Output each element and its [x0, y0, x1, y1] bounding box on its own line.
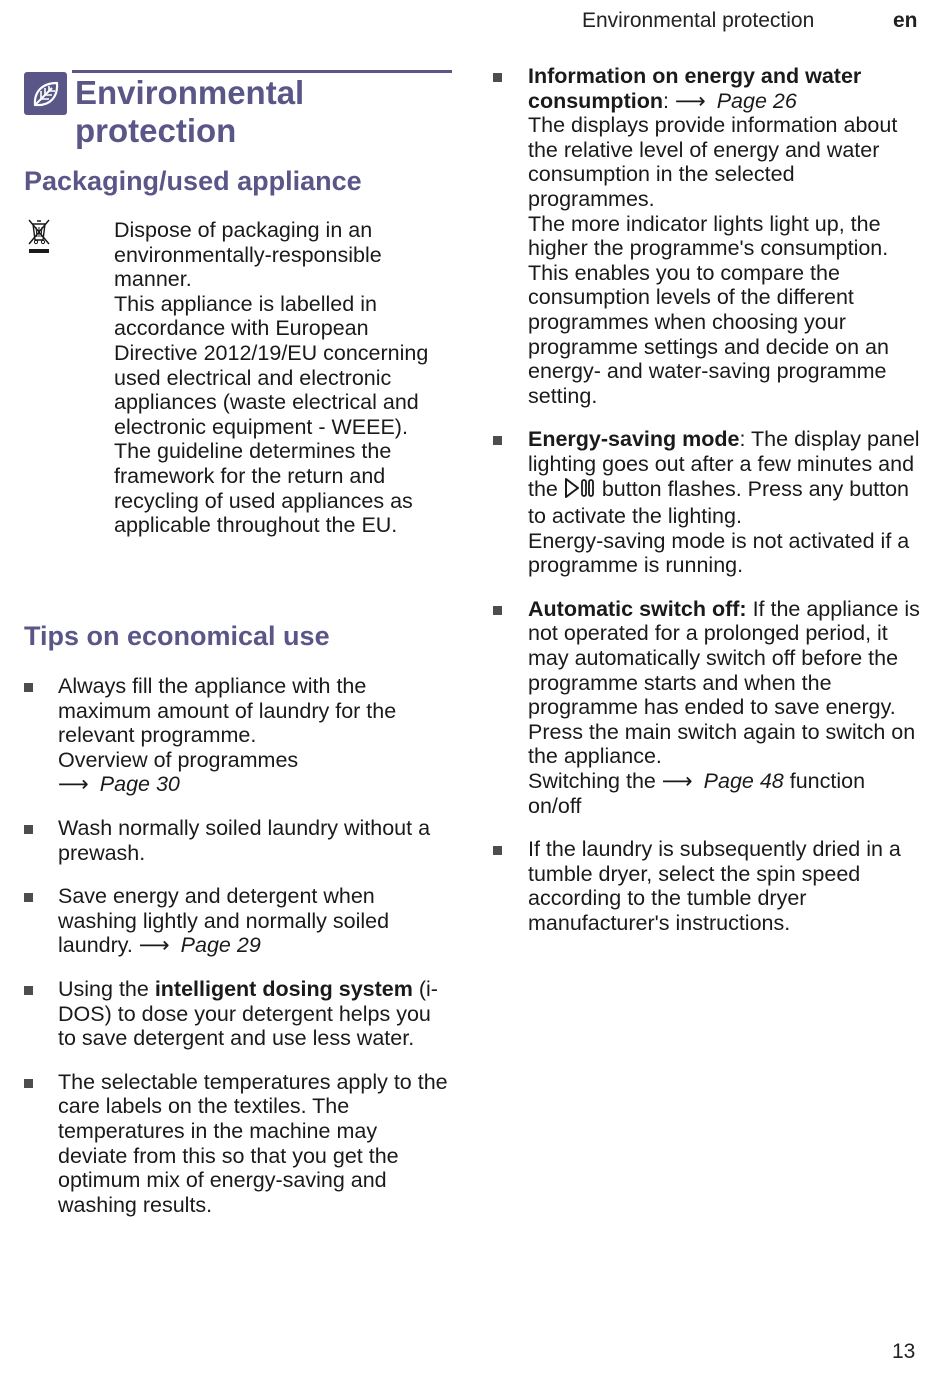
- list-item: [24, 1070, 452, 1218]
- tip-4-post: (i-DOS) to dose your detergent helps you to save detergent and use less water.: [58, 976, 438, 1051]
- tip-3-body: Save energy and detergent when washing lightly and normally soiled laundry.: [58, 884, 390, 958]
- tips-heading: Tips on economical use: [24, 621, 330, 651]
- auto-off-text: [528, 597, 924, 769]
- info-heading: [528, 64, 924, 113]
- energy-saving-b: button flashes. Press any button to activate the lighting.: [528, 476, 910, 529]
- tip-1-overview: Overview of programmes: [58, 747, 299, 772]
- tip-3-text: [58, 884, 452, 958]
- list-item: [492, 427, 924, 578]
- right-column: [492, 64, 924, 955]
- page-title: [75, 74, 452, 150]
- energy-saving-paragraph-2: Energy-saving mode is not activated if a programme is running.: [528, 528, 910, 578]
- arrow-right-icon: ⟶: [138, 933, 169, 958]
- list-item: [24, 674, 452, 797]
- tumble-dryer-text: If the laundry is subsequently dried in a tumble dryer, select the spin speed according to the tumble dryer manufacturer's instructions.: [528, 837, 901, 935]
- bullet-square: [493, 73, 502, 82]
- info-bold: Information on energy and water consumption: [528, 64, 862, 113]
- info-paragraph-1: The displays provide information about the relative level of energy and water consumption in the selected programmes.: [528, 113, 898, 211]
- page-reference[interactable]: Page 29: [180, 933, 261, 958]
- bullet-square: [493, 606, 502, 615]
- tip-1-text: Always fill the appliance with the maximum amount of laundry for the relevant programme.: [58, 674, 397, 748]
- page-title-text: Environmental protection: [75, 74, 305, 149]
- list-item: [492, 597, 924, 818]
- bullet-square: [493, 436, 502, 445]
- bullet-square: [24, 893, 33, 902]
- list-item: [24, 977, 452, 1051]
- bullet-square: [24, 683, 33, 692]
- auto-off-switch-pre: Switching the: [528, 769, 662, 794]
- list-item: [24, 816, 452, 865]
- page-reference[interactable]: Page 26: [716, 88, 797, 113]
- info-paragraph-2: The more indicator lights light up, the higher the programme's consumption.: [528, 211, 889, 261]
- start-pause-icon: [564, 477, 596, 505]
- running-header-section: Environmental protection: [582, 9, 815, 32]
- auto-off-switching: [528, 769, 924, 818]
- running-header-language: en: [893, 9, 918, 32]
- energy-saving-text: [528, 427, 924, 528]
- bullet-square: [24, 825, 33, 834]
- page-reference[interactable]: Page 30: [99, 772, 180, 797]
- tips-list: [24, 674, 452, 1236]
- leaf-icon: [24, 72, 67, 115]
- auto-off-switch-post: function on/off: [528, 769, 866, 818]
- energy-saving-bold: Energy-saving mode: [528, 427, 740, 452]
- bullet-square: [24, 1079, 33, 1088]
- packaging-paragraph-3: The guideline determines the framework for the return and recycling of used appliances as applicable throughout the EU.: [114, 439, 413, 538]
- list-item: [24, 884, 452, 958]
- tip-4-text: [58, 977, 452, 1051]
- auto-off-bold: Automatic switch off:: [528, 596, 747, 621]
- packaging-paragraph-1: Dispose of packaging in an environmentally-responsible manner.: [114, 218, 382, 292]
- packaging-text: [114, 218, 454, 538]
- packaging-paragraph-2: This appliance is labelled in accordance with European Directive 2012/19/EU concerning used electrical and electronic appliances (waste electrical and electronic equipment - WEEE).: [114, 291, 429, 439]
- right-list: [492, 64, 924, 936]
- info-paragraph-3: This enables you to compare the consumption levels of the different programmes when choosing your programme settings and decide on an energy- and water-saving programme setting.: [528, 260, 889, 408]
- tip-2-text: Wash normally soiled laundry without a prewash.: [58, 815, 431, 865]
- bullet-square: [493, 846, 502, 855]
- title-rule: [72, 70, 452, 73]
- arrow-right-icon: ⟶: [661, 769, 692, 794]
- bullet-square: [24, 986, 33, 995]
- list-item: [492, 64, 924, 408]
- page-number: 13: [892, 1340, 916, 1363]
- crossed-bin-icon: [27, 216, 51, 256]
- packaging-heading: Packaging/used appliance: [24, 166, 362, 196]
- list-item: [492, 837, 924, 935]
- tip-4-pre: Using the: [58, 976, 155, 1001]
- auto-off-body: If the appliance is not operated for a prolonged period, it may automatically switch off before the programme starts and when the programme has ended to save energy. Press the main switch again to switch on the appliance.: [528, 596, 920, 769]
- tip-5-text: The selectable temperatures apply to the care labels on the textiles. The temperatures in the machine may deviate from this so that you get the optimum mix of energy-saving and washing results.: [58, 1069, 448, 1217]
- info-colon: :: [662, 88, 669, 113]
- page-reference[interactable]: Page 48: [703, 769, 784, 794]
- tip-4-bold: intelligent dosing system: [154, 976, 413, 1001]
- arrow-right-icon: ⟶: [674, 88, 705, 113]
- tip-1-reference[interactable]: [58, 772, 452, 797]
- energy-saving-a: : The display panel lighting goes out after a few minutes and the: [528, 427, 920, 501]
- arrow-right-icon: ⟶: [58, 772, 88, 797]
